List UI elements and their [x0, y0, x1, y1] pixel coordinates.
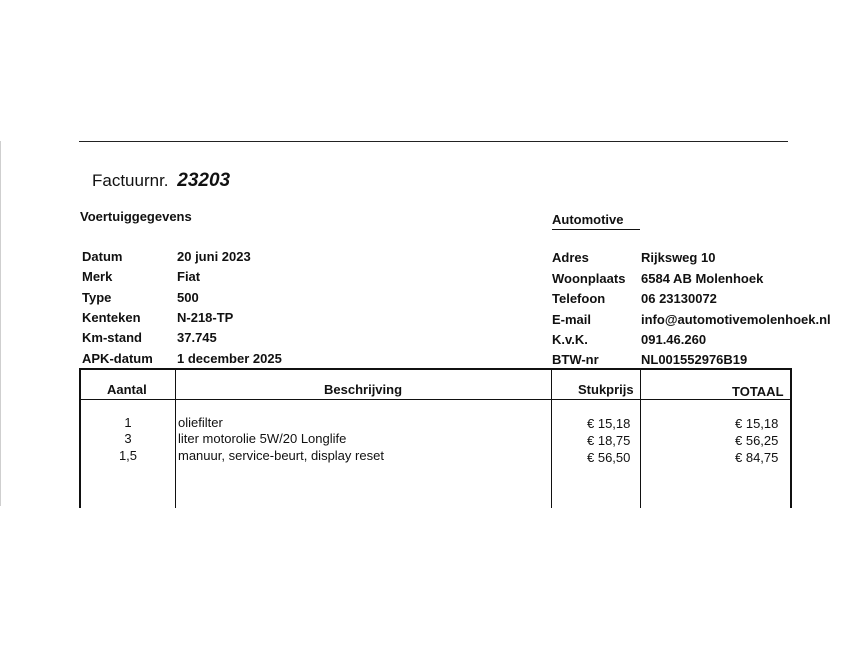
- company-label-btw-nr: BTW-nr: [552, 352, 599, 367]
- company-section-title: Automotive: [552, 212, 624, 227]
- top-rule: [79, 141, 788, 142]
- header-aantal: Aantal: [107, 382, 147, 397]
- vehicle-value-km-stand: 37.745: [177, 330, 217, 345]
- vehicle-label-type: Type: [82, 290, 112, 305]
- invoice-number-value: 23203: [177, 170, 231, 191]
- vehicle-value-datum: 20 juni 2023: [177, 249, 251, 264]
- vehicle-label-kenteken: Kenteken: [82, 310, 141, 325]
- column-divider: [640, 370, 641, 508]
- row-3-stukprijs: € 56,50: [587, 450, 631, 465]
- row-2-aantal: 3: [124, 431, 132, 446]
- vehicle-label-km-stand: Km-stand: [82, 330, 142, 345]
- row-1-beschrijving: oliefilter: [178, 415, 223, 430]
- header-totaal: TOTAAL: [732, 384, 784, 399]
- vehicle-value-apk-datum: 1 december 2025: [177, 351, 282, 366]
- invoice-table: [79, 368, 792, 508]
- row-2-beschrijving: liter motorolie 5W/20 Longlife: [178, 431, 347, 446]
- company-value-btw-nr: NL001552976B19: [641, 352, 748, 367]
- row-3-totaal: € 84,75: [735, 450, 779, 465]
- company-title-underline: [552, 229, 640, 230]
- column-divider: [551, 370, 552, 508]
- row-2-totaal: € 56,25: [735, 433, 779, 448]
- row-1-stukprijs: € 15,18: [587, 416, 631, 431]
- company-value-email: info@automotivemolenhoek.nl: [641, 312, 831, 327]
- company-label-telefoon: Telefoon: [552, 291, 606, 306]
- vehicle-label-merk: Merk: [82, 269, 113, 284]
- company-value-adres: Rijksweg 10: [641, 250, 716, 265]
- vehicle-label-datum: Datum: [82, 249, 123, 264]
- row-3-aantal: 1,5: [118, 448, 138, 463]
- vehicle-value-merk: Fiat: [177, 269, 201, 284]
- page-edge-line: [0, 141, 1, 506]
- company-value-woonplaats: 6584 AB Molenhoek: [641, 271, 764, 286]
- header-beschrijving: Beschrijving: [324, 382, 403, 397]
- company-value-telefoon: 06 23130072: [641, 291, 717, 306]
- invoice-number: [92, 170, 230, 192]
- vehicle-section-title: Voertuiggegevens: [80, 209, 192, 224]
- company-label-adres: Adres: [552, 250, 589, 265]
- company-label-kvk: K.v.K.: [552, 332, 588, 347]
- table-header-line: [81, 399, 790, 400]
- row-2-stukprijs: € 18,75: [587, 433, 631, 448]
- company-label-email: E-mail: [552, 312, 592, 327]
- company-label-woonplaats: Woonplaats: [552, 271, 626, 286]
- vehicle-value-kenteken: N-218-TP: [177, 310, 234, 325]
- vehicle-label-apk-datum: APK-datum: [82, 351, 153, 366]
- invoice-number-label: Factuurnr.: [92, 171, 169, 190]
- company-value-kvk: 091.46.260: [641, 332, 707, 347]
- column-divider: [175, 370, 176, 508]
- row-3-beschrijving: manuur, service-beurt, display reset: [178, 448, 384, 463]
- vehicle-value-type: 500: [177, 290, 199, 305]
- header-stukprijs: Stukprijs: [578, 382, 634, 397]
- row-1-totaal: € 15,18: [735, 416, 779, 431]
- row-1-aantal: 1: [124, 415, 132, 430]
